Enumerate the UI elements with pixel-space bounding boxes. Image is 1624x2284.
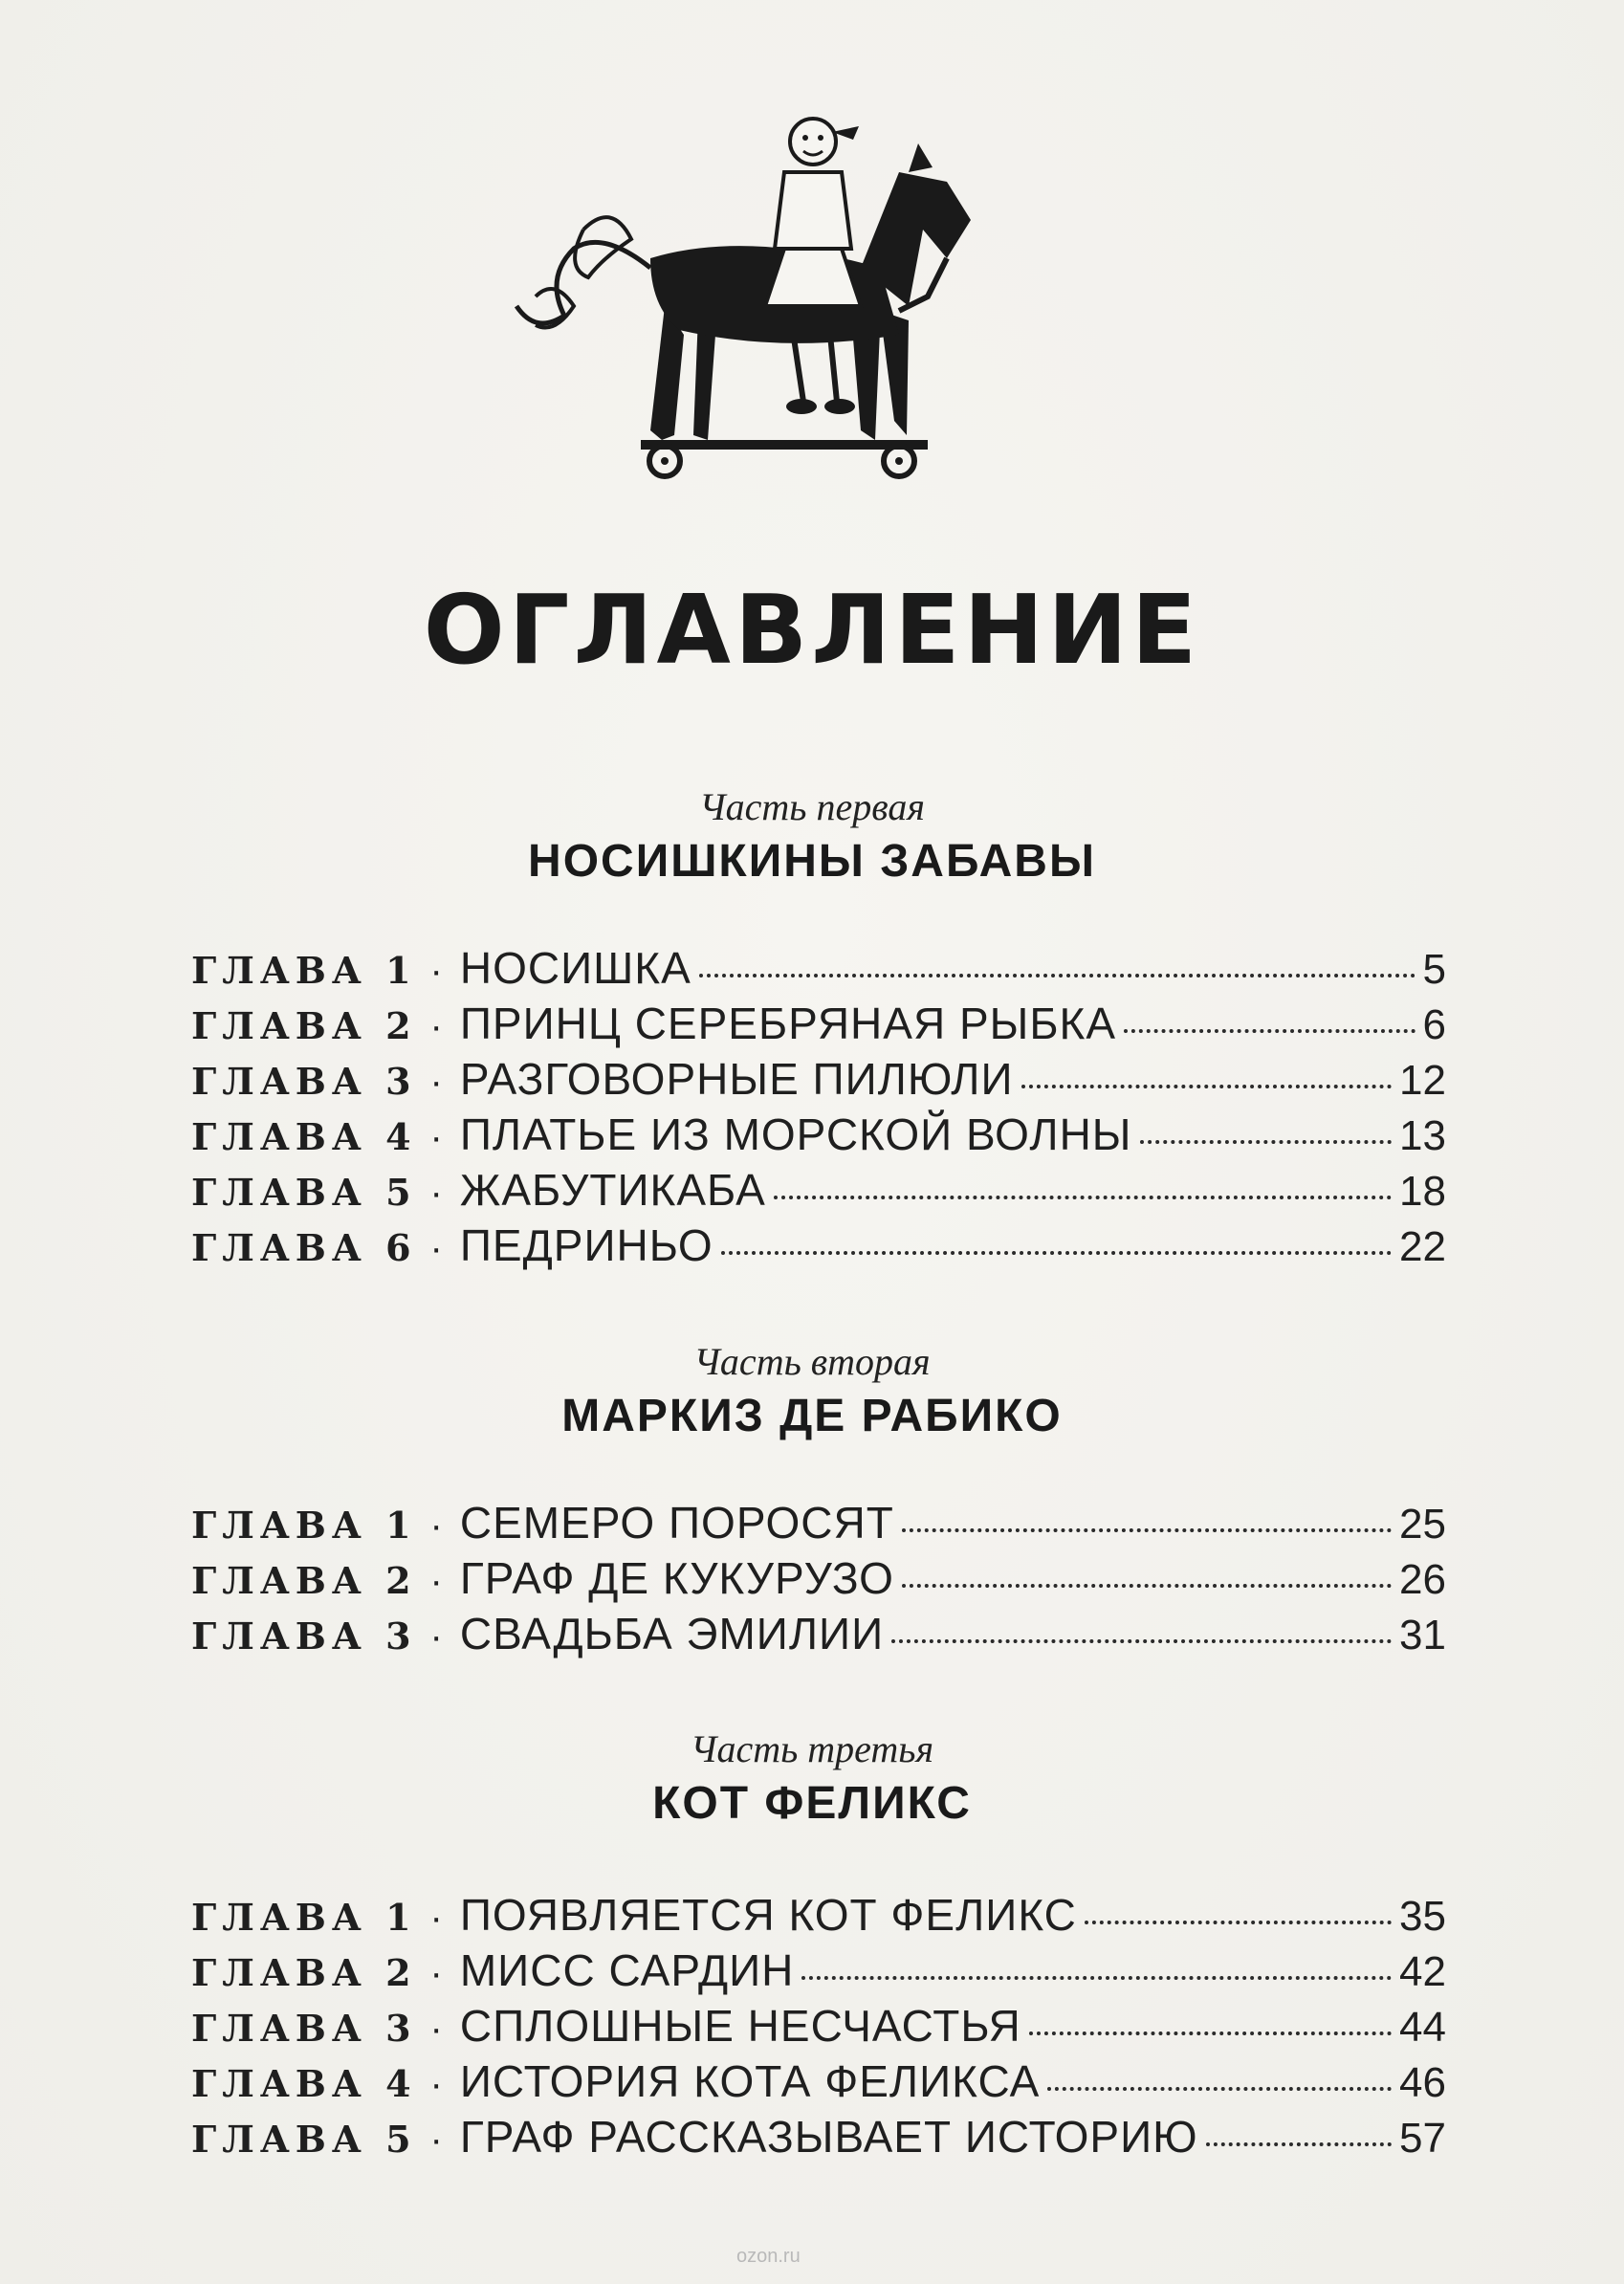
chapter-number: ГЛАВА 3: [191, 2007, 417, 2050]
toc-entry[interactable]: [191, 1053, 1446, 1109]
toc-entry[interactable]: [191, 1164, 1446, 1219]
toc-entry[interactable]: [191, 1608, 1446, 1663]
chapter-number: ГЛАВА 4: [191, 2062, 417, 2105]
separator-dot: ·: [429, 1005, 443, 1047]
page-number: 31: [1399, 1612, 1446, 1658]
chapter-list: [191, 1497, 1446, 1663]
toc-entry[interactable]: [191, 1497, 1446, 1552]
separator-dot: ·: [429, 2119, 443, 2161]
dot-leader: [801, 1976, 1392, 1980]
chapter-list: [191, 942, 1446, 1275]
dot-leader: [1206, 2142, 1392, 2146]
chapter-number: ГЛАВА 3: [191, 1060, 417, 1103]
page-number: 35: [1399, 1893, 1446, 1940]
page-title: ОГЛАВЛЕНИЕ: [423, 574, 1201, 686]
chapter-title: ИСТОРИЯ КОТА ФЕЛИКСА: [459, 2056, 1041, 2106]
page-number: 25: [1399, 1501, 1446, 1548]
chapter-number: ГЛАВА 4: [191, 1115, 417, 1158]
dot-leader: [721, 1251, 1392, 1255]
toy-horse-illustration: [497, 115, 995, 497]
part-heading: [0, 1339, 1624, 1442]
part-name: МАРКИЗ ДЕ РАБИКО: [561, 1391, 1063, 1441]
part-name: КОТ ФЕЛИКС: [652, 1778, 972, 1829]
toc-entry[interactable]: [191, 1109, 1446, 1164]
toc-entry[interactable]: [191, 942, 1446, 998]
toc-entry[interactable]: [191, 2055, 1446, 2111]
part-label: Часть вторая: [693, 1340, 931, 1383]
page-number: 57: [1399, 2115, 1446, 2162]
separator-dot: ·: [429, 1172, 443, 1214]
toc-entry[interactable]: [191, 998, 1446, 1053]
dot-leader: [1124, 1029, 1416, 1033]
part-heading: [0, 1726, 1624, 1830]
chapter-title: МИСС САРДИН: [459, 1945, 795, 1995]
separator-dot: ·: [429, 1897, 443, 1939]
chapter-number: ГЛАВА 5: [191, 1171, 417, 1214]
separator-dot: ·: [429, 2008, 443, 2050]
chapter-list: [191, 1889, 1446, 2166]
chapter-number: ГЛАВА 3: [191, 1614, 417, 1658]
separator-dot: ·: [429, 1952, 443, 1994]
toc-entry[interactable]: [191, 2111, 1446, 2166]
toc-entry[interactable]: [191, 1219, 1446, 1275]
dot-leader: [699, 974, 1416, 977]
toc-entry[interactable]: [191, 2000, 1446, 2055]
separator-dot: ·: [429, 1560, 443, 1602]
dot-leader: [1140, 1140, 1393, 1144]
chapter-title: РАЗГОВОРНЫЕ ПИЛЮЛИ: [459, 1054, 1014, 1104]
separator-dot: ·: [429, 1615, 443, 1658]
chapter-title: ЖАБУТИКАБА: [459, 1165, 766, 1215]
page-number: 5: [1422, 946, 1446, 993]
dot-leader: [902, 1528, 1392, 1532]
chapter-title: ПОЯВЛЯЕТСЯ КОТ ФЕЛИКС: [459, 1890, 1077, 1940]
chapter-title: НОСИШКА: [459, 943, 691, 993]
dot-leader: [1029, 2031, 1392, 2035]
toc-entry[interactable]: [191, 1889, 1446, 1944]
chapter-title: СЕМЕРО ПОРОСЯТ: [459, 1498, 894, 1548]
separator-dot: ·: [429, 1504, 443, 1547]
part-heading: [0, 784, 1624, 888]
chapter-number: ГЛАВА 6: [191, 1226, 417, 1269]
page-number: 12: [1399, 1057, 1446, 1104]
chapter-title: ГРАФ ДЕ КУКУРУЗО: [459, 1553, 894, 1603]
watermark: ozon.ru: [736, 2246, 801, 2267]
chapter-title: ПЛАТЬЕ ИЗ МОРСКОЙ ВОЛНЫ: [459, 1109, 1132, 1159]
separator-dot: ·: [429, 2063, 443, 2105]
chapter-title: СВАДЬБА ЭМИЛИИ: [459, 1609, 885, 1658]
separator-dot: ·: [429, 1061, 443, 1103]
page-number: 44: [1399, 2004, 1446, 2051]
chapter-title: СПЛОШНЫЕ НЕСЧАСТЬЯ: [459, 2001, 1021, 2051]
dot-leader: [1047, 2087, 1392, 2091]
chapter-title: ГРАФ РАССКАЗЫВАЕТ ИСТОРИЮ: [459, 2112, 1198, 2162]
page-number: 26: [1399, 1556, 1446, 1603]
chapter-number: ГЛАВА 5: [191, 2118, 417, 2161]
page-number: 42: [1399, 1948, 1446, 1995]
part-name: НОСИШКИНЫ ЗАБАВЫ: [528, 836, 1096, 887]
separator-dot: ·: [429, 1227, 443, 1269]
chapter-title: ПРИНЦ СЕРЕБРЯНАЯ РЫБКА: [459, 999, 1117, 1048]
separator-dot: ·: [429, 1116, 443, 1158]
dot-leader: [1021, 1085, 1393, 1088]
chapter-number: ГЛАВА 1: [191, 1504, 417, 1547]
page-number: 22: [1399, 1223, 1446, 1270]
chapter-number: ГЛАВА 2: [191, 1004, 417, 1047]
part-label: Часть третья: [690, 1727, 934, 1770]
toc-entry[interactable]: [191, 1944, 1446, 2000]
dot-leader: [902, 1584, 1392, 1588]
page-number: 18: [1399, 1168, 1446, 1215]
part-label: Часть первая: [699, 785, 925, 828]
dot-leader: [774, 1196, 1392, 1199]
chapter-title: ПЕДРИНЬО: [459, 1220, 713, 1270]
dot-leader: [1085, 1921, 1392, 1924]
page-number: 13: [1399, 1112, 1446, 1159]
dot-leader: [891, 1639, 1392, 1643]
chapter-number: ГЛАВА 1: [191, 1896, 417, 1939]
chapter-number: ГЛАВА 2: [191, 1951, 417, 1994]
chapter-number: ГЛАВА 1: [191, 949, 417, 992]
toc-entry[interactable]: [191, 1552, 1446, 1608]
chapter-number: ГЛАВА 2: [191, 1559, 417, 1602]
page-number: 46: [1399, 2059, 1446, 2106]
page-number: 6: [1422, 1001, 1446, 1048]
separator-dot: ·: [429, 950, 443, 992]
